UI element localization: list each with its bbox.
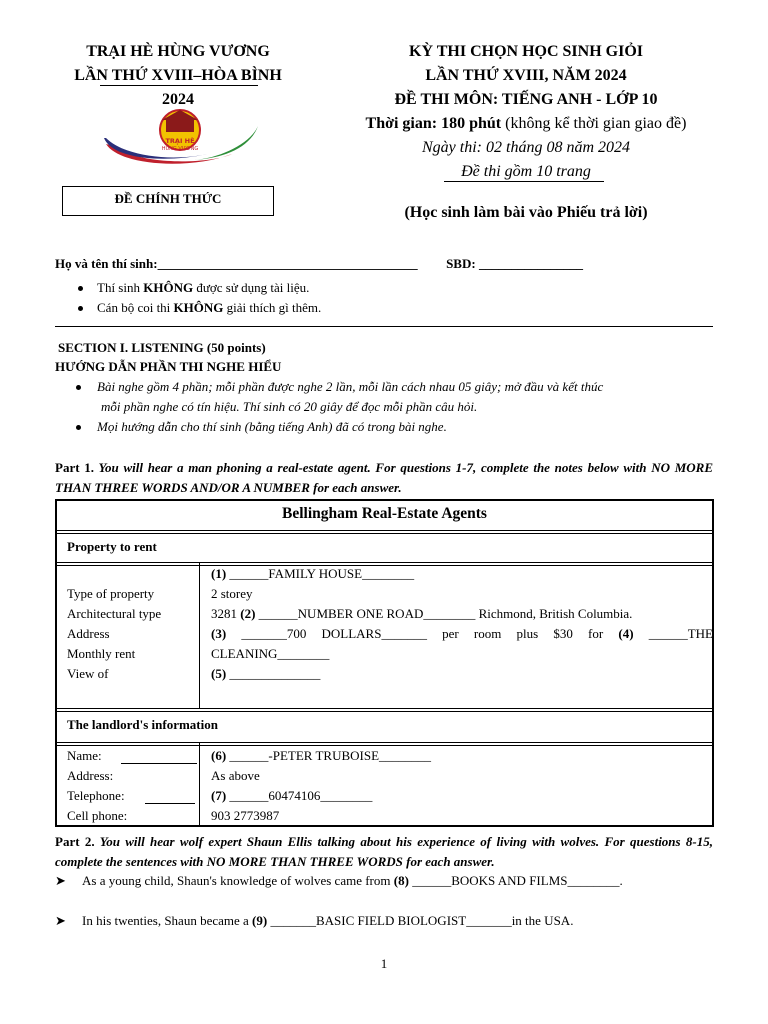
value-cell-phone: 903 2773987 <box>211 808 280 823</box>
logo-text-2: HÙNG VƯƠNG <box>161 146 199 152</box>
organizer-line1: TRẠI HÈ HÙNG VƯƠNG <box>86 43 270 60</box>
answer-sheet-note: (Học sinh làm bài vào Phiếu trả lời) <box>404 204 648 221</box>
answer-q5: (5) ______________ <box>211 666 321 681</box>
label-cell-phone: Cell phone: <box>67 808 128 823</box>
section-title: SECTION I. LISTENING (50 points) <box>58 340 266 355</box>
organizer-heading <box>40 40 316 112</box>
label-name: Name: <box>67 748 102 763</box>
page-number: 1 <box>380 956 388 971</box>
value-storey: 2 storey <box>211 586 253 601</box>
exam-heading <box>318 40 734 184</box>
logo-text-1: TRẠI HÈ <box>165 137 195 145</box>
listening-note-2: Mọi hướng dẫn cho thí sinh (bằng tiếng Anh) đã có trong bài nghe. <box>76 417 736 437</box>
notes-table <box>55 499 714 827</box>
exam-title-line2: LẦN THỨ XVIII, NĂM 2024 <box>425 67 627 84</box>
answer-q3-q4: (3) _______700 DOLLARS_______ per room plus $30 for (4) ______THE <box>211 626 713 641</box>
part2-item-9: ➤ In his twenties, Shaun became a (9) _______BASIC FIELD BIOLOGIST_______in the USA. <box>55 911 713 931</box>
bullet-icon <box>78 306 83 311</box>
listening-note-1: Bài nghe gồm 4 phần; mỗi phần được nghe 2 lần, mỗi lần cách nhau 05 giây; mở đầu và kết thúc mỗi phần nghe có tín hiệu. Thí sinh có 20 giây để đọc mỗi phần câu hỏi. <box>76 377 736 417</box>
exam-time: Thời gian: 180 phút (không kể thời gian giao đề) <box>365 115 687 132</box>
label-view-of: View of <box>67 666 109 681</box>
label-architectural-type: Architectural type <box>67 606 162 621</box>
candidate-info <box>55 256 583 272</box>
part2-item-8: ➤ As a young child, Shaun's knowledge of wolves came from (8) ______BOOKS AND FILMS________. <box>55 871 713 891</box>
divider <box>55 326 713 327</box>
arrow-bullet-icon: ➤ <box>55 873 66 888</box>
camp-logo <box>100 108 260 170</box>
arrow-bullet-icon: ➤ <box>55 913 66 928</box>
label-landlord-address: Address: <box>67 768 114 783</box>
rule-item-2: Cán bộ coi thi KHÔNG giải thích gì thêm. <box>78 300 321 316</box>
bullet-icon <box>78 286 83 291</box>
exam-title-line1: KỲ THI CHỌN HỌC SINH GIỎI <box>409 43 643 60</box>
organizer-year: 2024 <box>162 91 194 108</box>
bullet-icon <box>76 425 81 430</box>
section-guide-heading: HƯỚNG DẪN PHẦN THI NGHE HIỂU <box>55 359 282 374</box>
property-section-header: Property to rent <box>67 539 157 554</box>
candidate-name-field: Họ và tên thí sinh:________________________________________ <box>55 256 418 271</box>
exam-date: Ngày thi: 02 tháng 08 năm 2024 <box>422 139 630 156</box>
label-type-of-property: Type of property <box>67 586 155 601</box>
answer-q2: 3281 (2) ______NUMBER ONE ROAD________ Richmond, British Columbia. <box>211 606 633 621</box>
official-exam-badge: ĐỀ CHÍNH THỨC <box>62 186 274 216</box>
answer-q1: (1) ______FAMILY HOUSE________ <box>211 566 415 581</box>
rule-item-1: Thí sinh KHÔNG được sử dụng tài liệu. <box>78 280 309 296</box>
bullet-icon <box>76 385 81 390</box>
label-address: Address <box>67 626 110 641</box>
organizer-line2: LẦN THỨ XVIII–HÒA BÌNH <box>74 67 282 84</box>
exam-page-count: Đề thi gồm 10 trang <box>318 160 734 184</box>
label-telephone: Telephone: <box>67 788 125 803</box>
label-monthly-rent: Monthly rent <box>67 646 136 661</box>
answer-q7: (7) ______60474106________ <box>211 788 373 803</box>
answer-q4-cont: CLEANING________ <box>211 646 330 661</box>
part2-instructions: Part 2. You will hear wolf expert Shaun Ellis talking about his experience of living with wolves. For questions 8-15, complete the sentences with NO MORE THAN THREE WORDS for each answer. <box>55 834 713 869</box>
value-as-above: As above <box>211 768 260 783</box>
landlord-section-header: The landlord's information <box>67 717 218 732</box>
table-title: Bellingham Real-Estate Agents <box>282 505 487 522</box>
part1-instructions: Part 1. You will hear a man phoning a real-estate agent. For questions 1-7, complete the notes below with NO MORE THAN THREE WORDS AND/OR A NUMBER for each answer. <box>55 460 713 495</box>
exam-subject: ĐỀ THI MÔN: TIẾNG ANH - LỚP 10 <box>394 91 658 108</box>
answer-q6: (6) ______-PETER TRUBOISE________ <box>211 748 432 763</box>
candidate-number-field: SBD: ________________ <box>446 256 583 271</box>
